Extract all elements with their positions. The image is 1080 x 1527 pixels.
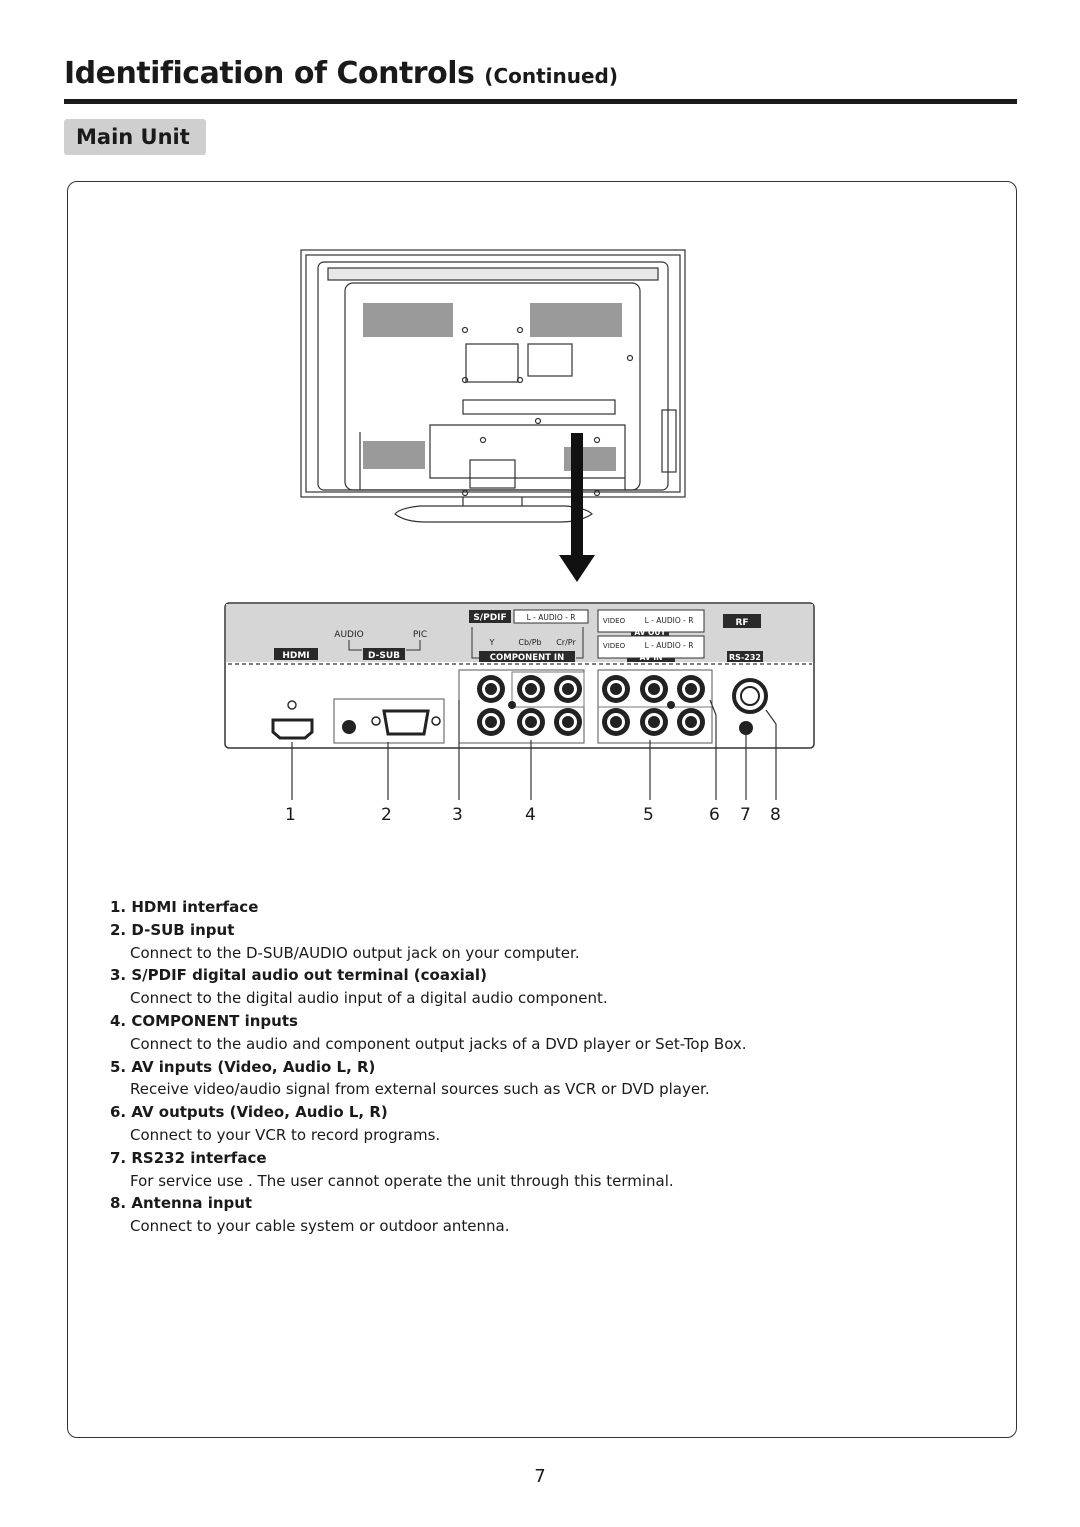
callout-8: 8 — [770, 805, 781, 825]
callout-3: 3 — [452, 805, 463, 825]
cb-pb-label: Cb/Pb — [518, 638, 542, 647]
rca-jack-icon — [477, 675, 505, 703]
item-8-body: Connect to your cable system or outdoor antenna. — [130, 1217, 510, 1236]
callout-2: 2 — [381, 805, 392, 825]
page-number: 7 — [534, 1466, 546, 1487]
item-1-heading: 1. HDMI interface — [110, 898, 259, 916]
item-2-heading: 2. D-SUB input — [110, 920, 235, 939]
av-out-label: AV OUT — [634, 628, 666, 637]
item-6-heading: 6. AV outputs (Video, Audio L, R) — [110, 1103, 388, 1122]
item-7-body: For service use . The user cannot operate the unit through this terminal. — [130, 1171, 674, 1190]
pic-label: PIC — [412, 630, 428, 640]
rca-jack-icon — [640, 708, 668, 736]
component-in-label: COMPONENT IN — [489, 653, 565, 663]
rca-jack-icon — [677, 708, 705, 736]
rf-label: RF — [735, 618, 749, 628]
page-title-suffix: (Continued) — [484, 64, 619, 88]
audio-label: AUDIO — [334, 630, 364, 640]
callout-6: 6 — [709, 805, 720, 825]
item-4-body: Connect to the audio and component output jacks of a DVD player or Set-Top Box. — [130, 1034, 747, 1053]
callout-4: 4 — [525, 805, 536, 825]
rca-jack-icon — [677, 675, 705, 703]
item-3-heading: 3. S/PDIF digital audio out terminal (coaxial) — [110, 966, 487, 985]
rca-jack-icon — [477, 708, 505, 736]
av-in-audio-label: L - AUDIO - R — [644, 641, 694, 650]
item-4-heading: 4. COMPONENT inputs — [110, 1011, 298, 1030]
av-in-label: AV IN — [639, 653, 663, 662]
item-6-body: Connect to your VCR to record programs. — [130, 1125, 441, 1144]
rs232-port-icon — [739, 721, 753, 735]
controls-description-list — [110, 896, 1010, 1238]
rca-jack-icon — [640, 675, 668, 703]
item-2-body: Connect to the D-SUB/AUDIO output jack on your computer. — [130, 943, 580, 962]
y-label: Y — [489, 638, 495, 647]
rca-jack-icon — [602, 675, 630, 703]
callout-7: 7 — [740, 805, 751, 825]
item-5-heading: 5. AV inputs (Video, Audio L, R) — [110, 1057, 376, 1076]
av-out-audio-label: L - AUDIO - R — [644, 616, 694, 625]
dsub-port-icon — [384, 711, 428, 734]
tv-back-illustration — [301, 250, 685, 522]
video-in-label: VIDEO — [602, 642, 626, 650]
callout-1: 1 — [285, 805, 296, 825]
rca-jack-icon — [517, 708, 545, 736]
item-5-body: Receive video/audio signal from external sources such as VCR or DVD player. — [130, 1080, 710, 1099]
hdmi-port-icon — [273, 720, 312, 738]
item-7-heading: 7. RS232 interface — [110, 1148, 267, 1167]
cr-pr-label: Cr/Pr — [556, 638, 576, 647]
section-heading: Main Unit — [64, 119, 206, 155]
hdmi-label: HDMI — [282, 651, 310, 661]
rca-jack-icon — [517, 675, 545, 703]
dsub-label: D-SUB — [367, 651, 401, 661]
callout-5: 5 — [643, 805, 654, 825]
rca-jack-icon — [554, 708, 582, 736]
item-3-body: Connect to the digital audio input of a digital audio component. — [130, 989, 608, 1008]
video-out-label: VIDEO — [602, 617, 626, 625]
rca-jack-icon — [554, 675, 582, 703]
spdif-label: S/PDIF — [473, 613, 507, 623]
rca-jack-icon — [602, 708, 630, 736]
component-audio-label: L - AUDIO - R — [526, 613, 576, 622]
page-title-main: Identification of Controls — [64, 56, 475, 91]
rs232-label: RS-232 — [729, 653, 761, 662]
item-8-heading: 8. Antenna input — [110, 1194, 253, 1213]
